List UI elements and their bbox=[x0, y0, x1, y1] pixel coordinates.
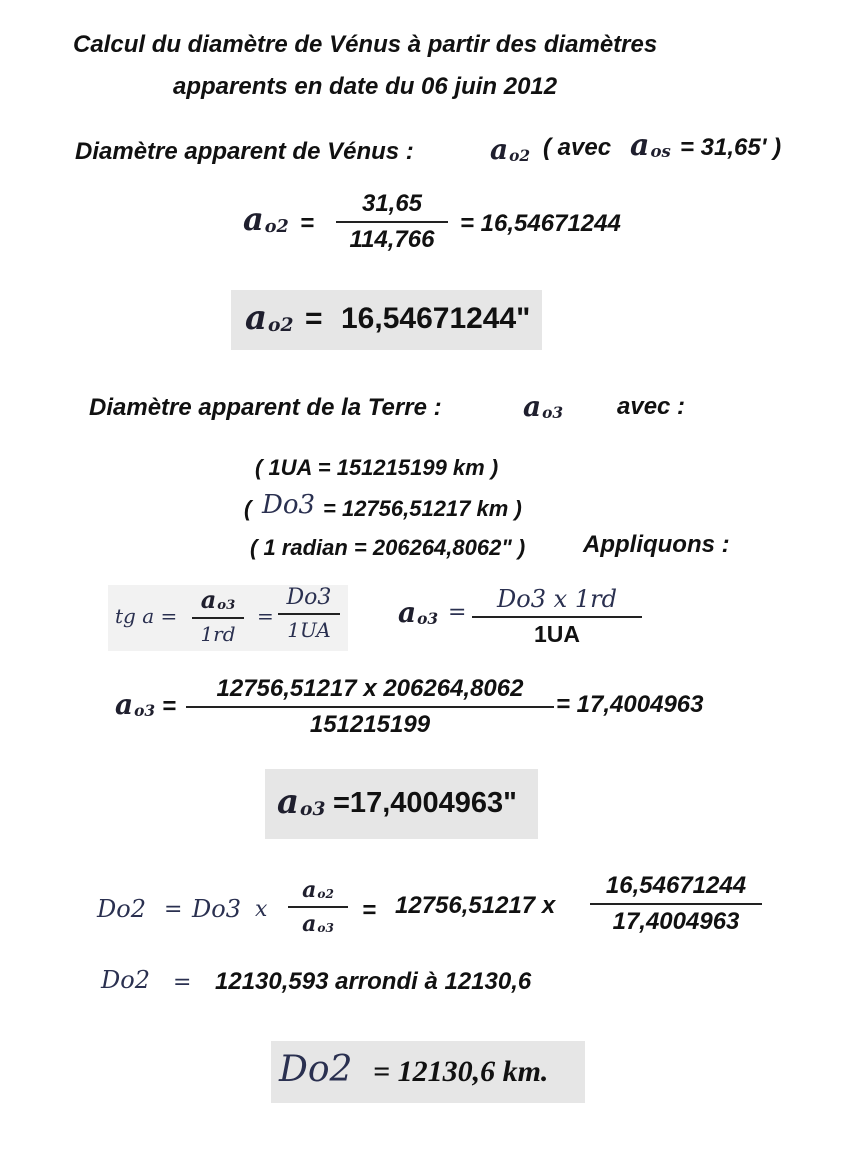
fraction-bar bbox=[336, 221, 448, 223]
result-lhs: Do2 bbox=[101, 966, 150, 994]
venus-result-symbol: ao2 bbox=[245, 298, 294, 338]
diam-value-denominator: 17,4004963 bbox=[612, 908, 740, 935]
earth-result-value: =17,4004963" bbox=[333, 787, 517, 819]
venus-result-equals: = bbox=[305, 302, 323, 335]
ao3-equals: = bbox=[448, 600, 467, 625]
calc-numerator: 12756,51217 x 206264,8062 bbox=[216, 675, 524, 702]
diam-eq2: = bbox=[362, 897, 377, 924]
earth-result-box bbox=[265, 769, 538, 839]
diam-eq1: = bbox=[164, 897, 183, 922]
appliquons-label: Appliquons : bbox=[583, 531, 730, 558]
given-do3-symbol: Do3 bbox=[262, 490, 316, 520]
venus-avec-symbol: aos bbox=[630, 128, 671, 163]
calc-denominator: 151215199 bbox=[309, 711, 431, 738]
venus-eq-equals: = bbox=[300, 210, 315, 237]
tg-label: tg a = bbox=[115, 604, 178, 628]
venus-numerator: 31,65 bbox=[361, 190, 423, 217]
venus-avec-value: = 31,65' ) bbox=[680, 134, 782, 161]
given-ua: ( 1UA = 151215199 km ) bbox=[255, 455, 499, 480]
diam-value-fraction bbox=[590, 872, 762, 936]
calc-symbol: ao3 bbox=[115, 688, 156, 721]
diam-ratio: ao2 ao3 bbox=[288, 877, 348, 937]
given-do3-open: ( bbox=[244, 496, 252, 521]
venus-fraction bbox=[336, 190, 448, 254]
venus-avec-open: ( avec bbox=[543, 134, 612, 161]
venus-result-value: 16,54671244" bbox=[341, 302, 531, 335]
earth-result-symbol: ao3 bbox=[277, 782, 326, 822]
final-lhs: Do2 bbox=[279, 1049, 353, 1090]
ao3-fraction: Do3 x 1rd 1UA bbox=[472, 585, 642, 648]
tg-equals: = bbox=[257, 604, 274, 628]
diam-do3: Do3 bbox=[192, 895, 241, 923]
earth-avec: avec : bbox=[617, 393, 686, 420]
result-eq: = bbox=[173, 970, 192, 995]
calc-equals: = bbox=[162, 693, 177, 720]
venus-denominator: 114,766 bbox=[349, 226, 435, 253]
earth-heading: Diamètre apparent de la Terre : bbox=[89, 394, 442, 421]
final-value: = 12130,6 km. bbox=[373, 1055, 549, 1088]
venus-heading: Diamètre apparent de Vénus : bbox=[75, 138, 414, 165]
diam-times: x bbox=[255, 897, 268, 922]
diam-lhs: Do2 bbox=[97, 895, 146, 923]
earth-symbol: ao3 bbox=[523, 390, 564, 423]
tg-fraction-2: Do3 1UA bbox=[278, 585, 340, 642]
result-text: 12130,593 arrondi à 12130,6 bbox=[215, 968, 532, 995]
title-line-1: Calcul du diamètre de Vénus à partir des diamètres bbox=[73, 31, 658, 58]
venus-eq-result: = 16,54671244 bbox=[460, 210, 621, 237]
tg-fraction-1: ao3 1rd bbox=[192, 585, 244, 646]
calc-fraction bbox=[186, 675, 554, 739]
venus-eq-symbol: ao2 bbox=[243, 200, 289, 238]
given-radian: ( 1 radian = 206264,8062" ) bbox=[250, 535, 526, 560]
given-do3-value: = 12756,51217 km ) bbox=[323, 496, 522, 521]
venus-symbol: ao2 bbox=[490, 133, 531, 166]
venus-result-box bbox=[231, 290, 542, 350]
final-result-box bbox=[271, 1041, 585, 1103]
calc-result: = 17,4004963 bbox=[556, 691, 704, 718]
diam-value-text: 12756,51217 x bbox=[395, 892, 556, 919]
diam-value-numerator: 16,54671244 bbox=[605, 872, 747, 899]
ao3-symbol: ao3 bbox=[398, 596, 439, 629]
title-line-2: apparents en date du 06 juin 2012 bbox=[173, 73, 558, 100]
